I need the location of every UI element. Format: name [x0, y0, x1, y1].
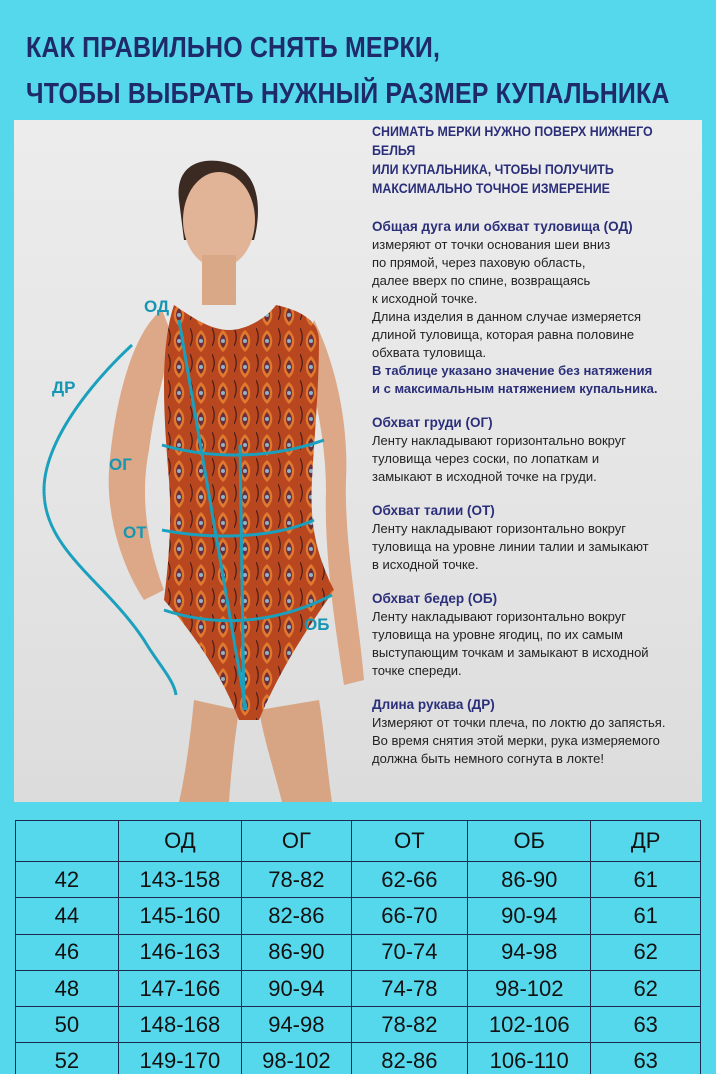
table-cell: 148-168 [118, 1007, 241, 1043]
table-cell: 61 [591, 898, 701, 934]
section-emphasis: и с максимальным натяжением купальника. [372, 381, 658, 396]
size-cell: 52 [16, 1043, 119, 1074]
table-cell: 78-82 [351, 1007, 467, 1043]
table-cell: 94-98 [468, 934, 591, 970]
table-cell: 94-98 [242, 1007, 352, 1043]
section-line: туловища через соски, по лопаткам и [372, 451, 600, 466]
section-line: Ленту накладывают горизонтально вокруг [372, 609, 626, 624]
table-cell: 147-166 [118, 970, 241, 1006]
section-title: Обхват талии (ОТ) [372, 503, 495, 518]
table-cell: 61 [591, 862, 701, 898]
section-line: точке спереди. [372, 663, 462, 678]
table-cell: 106-110 [468, 1043, 591, 1074]
section-line: длиной туловища, которая равна половине [372, 327, 635, 342]
intro-line: СНИМАТЬ МЕРКИ НУЖНО ПОВЕРХ НИЖНЕГО БЕЛЬЯ [372, 124, 653, 158]
section-line: замыкают в исходной точке на груди. [372, 469, 597, 484]
measure-label-od: ОД [144, 297, 170, 316]
table-cell: 63 [591, 1007, 701, 1043]
table-cell: 86-90 [242, 934, 352, 970]
table-row [16, 1007, 701, 1043]
header-cell: ОД [118, 821, 241, 862]
header-cell: ДР [591, 821, 701, 862]
table-cell: 78-82 [242, 862, 352, 898]
table-cell: 98-102 [242, 1043, 352, 1074]
table-cell: 62 [591, 934, 701, 970]
table-cell: 102-106 [468, 1007, 591, 1043]
section-line: выступающим точкам и замыкают в исходной [372, 645, 649, 660]
size-cell: 46 [16, 934, 119, 970]
table-cell: 62 [591, 970, 701, 1006]
swimsuit-shape [164, 305, 334, 720]
table-cell: 90-94 [468, 898, 591, 934]
page-title-line-1: КАК ПРАВИЛЬНО СНЯТЬ МЕРКИ, [26, 32, 441, 64]
page-title-line-2: ЧТОБЫ ВЫБРАТЬ НУЖНЫЙ РАЗМЕР КУПАЛЬНИКА [26, 78, 670, 110]
model-photo [14, 120, 374, 802]
table-cell: 66-70 [351, 898, 467, 934]
measure-label-ot: ОТ [123, 523, 147, 542]
table-row [16, 862, 701, 898]
section-line: Длина изделия в данном случае измеряется [372, 309, 642, 324]
section-line: Ленту накладывают горизонтально вокруг [372, 521, 626, 536]
size-cell: 48 [16, 970, 119, 1006]
table-cell: 62-66 [351, 862, 467, 898]
section-og [372, 414, 702, 486]
face-shape [183, 172, 255, 268]
table-cell: 145-160 [118, 898, 241, 934]
section-emphasis: В таблице указано значение без натяжения [372, 363, 653, 378]
intro-line: МАКСИМАЛЬНО ТОЧНОЕ ИЗМЕРЕНИЕ [372, 181, 610, 196]
table-cell: 98-102 [468, 970, 591, 1006]
section-line: туловища на уровне линии талии и замыкают [372, 539, 649, 554]
header-cell: ОБ [468, 821, 591, 862]
table-cell: 149-170 [118, 1043, 241, 1074]
section-line: далее вверх по спине, возвращаясь [372, 273, 591, 288]
header-cell: ОГ [242, 821, 352, 862]
section-ot [372, 502, 702, 574]
section-od [372, 218, 702, 398]
table-header-row [16, 821, 701, 862]
section-title: Обхват бедер (ОБ) [372, 591, 498, 606]
section-line: к исходной точке. [372, 291, 478, 306]
table-cell: 143-158 [118, 862, 241, 898]
section-line: должна быть немного согнута в локте! [372, 751, 604, 766]
header [0, 0, 716, 120]
section-line: обхвата туловища. [372, 345, 487, 360]
section-dr [372, 696, 702, 768]
table-row [16, 898, 701, 934]
section-ob [372, 590, 702, 680]
table-cell: 146-163 [118, 934, 241, 970]
table-cell: 70-74 [351, 934, 467, 970]
intro-line: ИЛИ КУПАЛЬНИКА, ЧТОБЫ ПОЛУЧИТЬ [372, 162, 614, 177]
size-cell: 50 [16, 1007, 119, 1043]
measure-label-og: ОГ [109, 455, 132, 474]
section-line: Ленту накладывают горизонтально вокруг [372, 433, 626, 448]
header-cell: ОТ [351, 821, 467, 862]
intro-text [372, 122, 676, 198]
section-title: Длина рукава (ДР) [372, 697, 495, 712]
size-cell: 42 [16, 862, 119, 898]
table-row [16, 934, 701, 970]
table-cell: 63 [591, 1043, 701, 1074]
size-cell: 44 [16, 898, 119, 934]
table-cell: 86-90 [468, 862, 591, 898]
table-cell: 74-78 [351, 970, 467, 1006]
table-cell: 90-94 [242, 970, 352, 1006]
header-cell [16, 821, 119, 862]
section-line: Измеряют от точки плеча, по локтю до запястья. [372, 715, 666, 730]
measure-label-ob: ОБ [304, 615, 330, 634]
section-line: туловища на уровне ягодиц, по их самым [372, 627, 623, 642]
table-row [16, 970, 701, 1006]
measure-label-dr: ДР [52, 378, 76, 397]
section-line: в исходной точке. [372, 557, 479, 572]
section-line: Во время снятия этой мерки, рука измеряемого [372, 733, 660, 748]
section-line: по прямой, через паховую область, [372, 255, 586, 270]
size-table [15, 820, 701, 1074]
table-cell: 82-86 [351, 1043, 467, 1074]
table-cell: 82-86 [242, 898, 352, 934]
instructions-block [372, 122, 702, 768]
size-table-body [16, 862, 701, 1074]
section-title: Общая дуга или обхват туловища (ОД) [372, 219, 633, 234]
section-title: Обхват груди (ОГ) [372, 415, 493, 430]
section-line: измеряют от точки основания шеи вниз [372, 237, 611, 252]
table-row [16, 1043, 701, 1074]
